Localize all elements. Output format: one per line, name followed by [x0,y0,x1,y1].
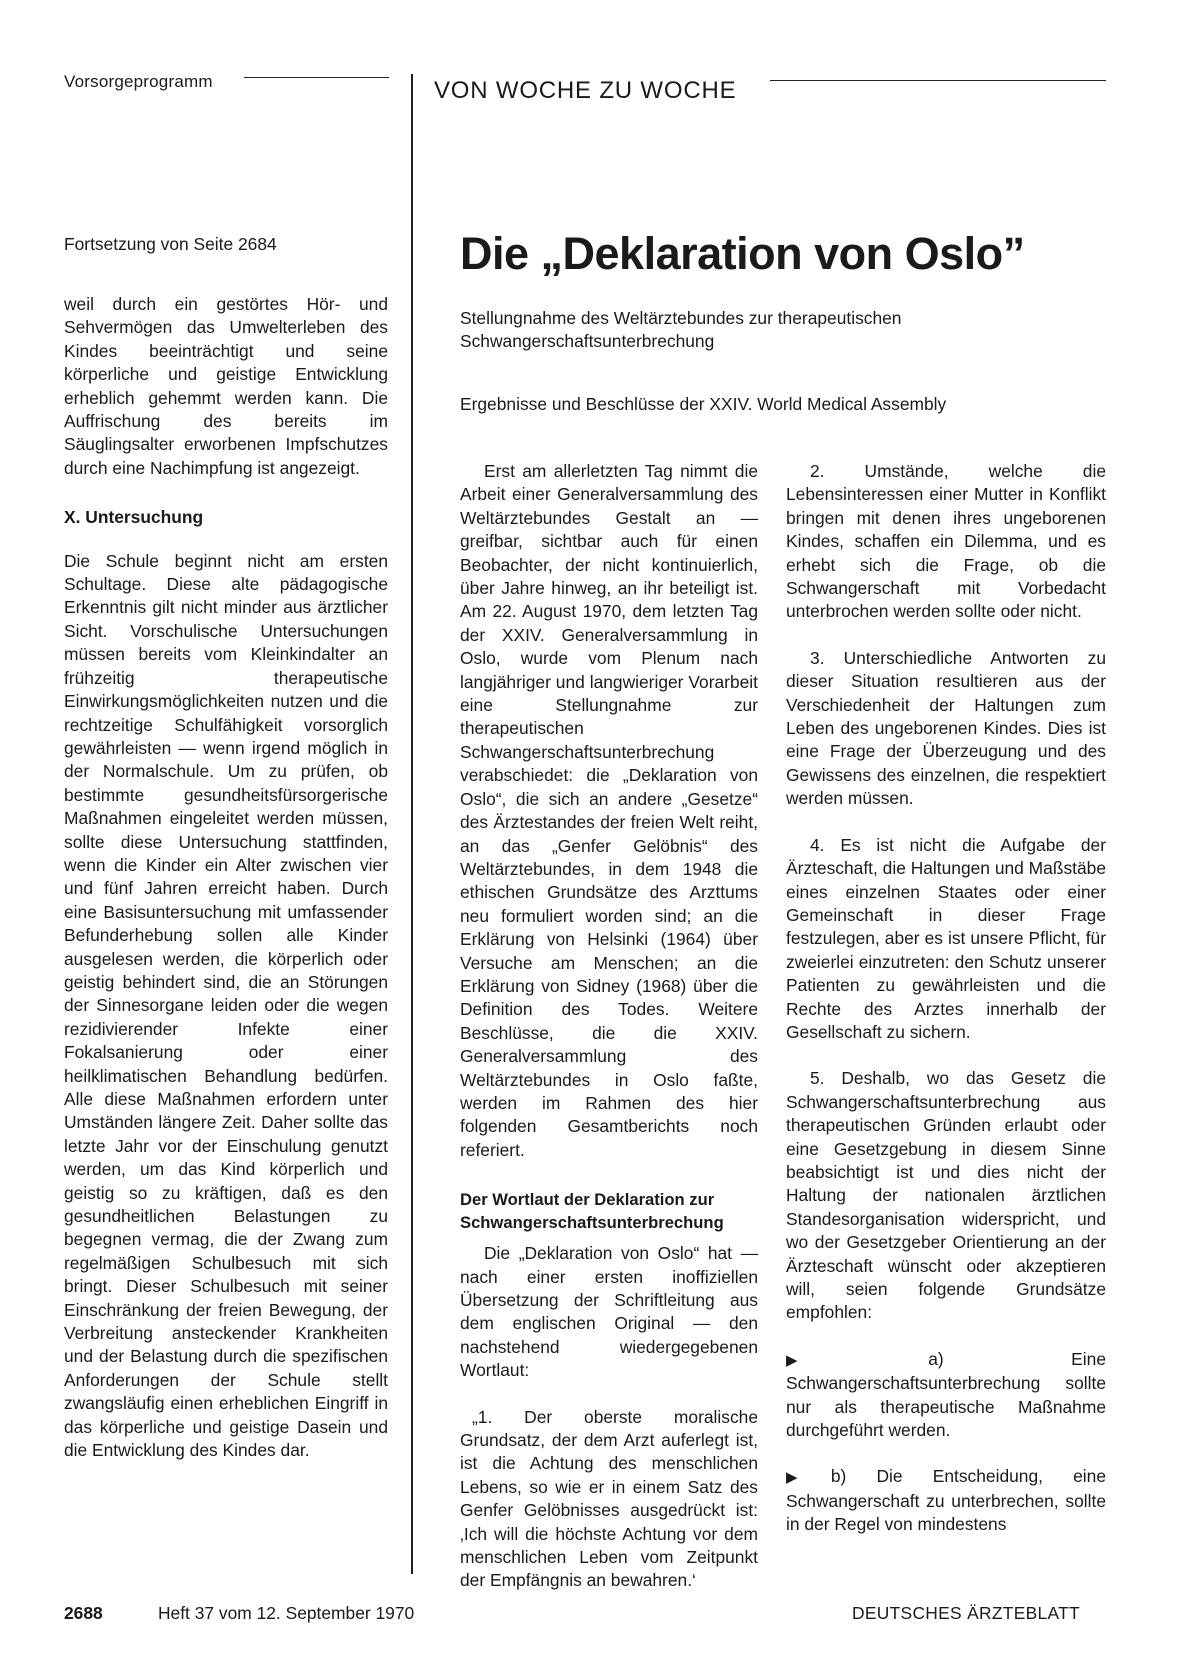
mid-paragraph-3: „1. Der oberste moralische Grundsatz, der dem Arzt auferlegt ist, ist die Achtung des menschlichen Lebens, so wie er in einem Satz des Genfer Gelöbnisses ausgedrückt ist: ‚Ich will die höchste Achtung vor dem menschlichen Leben vom Zeitpunkt der Empfängnis an bewahren.‘ [460,1406,758,1591]
mid-paragraph-1: Erst am allerletzten Tag nimmt die Arbeit einer Generalversammlung des Weltärztebundes Gestalt an — greifbar, sichtbar auch für einen Beobachter, der nicht kontinuierlich, über Jahre hinweg, an ihr beteiligt ist. Am 22. August 1970, dem letzten Tag der XXIV. Generalversammlung in Oslo, wurde vom Plenum nach langjähriger und langwieriger Vorarbeit eine Stellungnahme zur therapeutischen Schwangerschaftsunterbrechung verabschiedet: die „Deklaration von Oslo“, die sich an andere „Gesetze“ des Ärztestandes der freien Welt reiht, an das „Genfer Gelöbnis“ des Weltärztebundes, in dem 1948 die ethischen Grundsätze des Arzttums neu formuliert worden sind; an die Erklärung von Helsinki (1964) über Versuche am Menschen; an die Erklärung von Sidney (1968) über die Definition des Todes. Weitere Beschlüsse, die die XXIV. Generalversammlung des Weltärztebundes in Oslo faßte, werden im Rahmen des hier folgenden Gesamtberichts noch referiert. [460,461,758,1160]
left-column [64,293,388,1463]
play-triangle-icon: ▶ [786,1351,921,1369]
page-number: 2688 [64,1603,103,1623]
right-paragraph-3: 3. Unterschiedliche Antworten zu dieser Situation resultieren aus der Verschiedenheit der Haltungen zum Leben des ungeborenen Kindes. Dies ist eine Frage der Überzeugung und des Gewissens des einzelnen, die respektiert werden müssen. [786,647,1106,809]
article-title: Die „Deklaration von Oslo” [460,228,1025,279]
mid-paragraph-2: Die „Deklaration von Oslo“ hat — nach einer ersten inoffiziellen Übersetzung der Schriftleitung aus dem englischen Original — den nachstehend wiedergegebenen Wortlaut: [460,1243,758,1381]
article-subtitle: Stellungnahme des Weltärztebundes zur therapeutischen Schwangerschaftsunterbrechung [460,308,902,351]
right-paragraph-4: 4. Es ist nicht die Aufgabe der Ärzteschaft, die Haltungen und Maßstäbe eines einzelnen Staates oder einer Gemeinschaft in dieser Frage festzulegen, aber es ist unsere Pflicht, für zweierlei einzutreten: den Schutz unserer Patienten zu gewährleisten und die Rechte des Arztes innerhalb der Gesellschaft zu sichern. [786,834,1106,1042]
bullet-a-text: a) Eine Schwangerschaftsunterbrechung sollte nur als therapeutische Maßnahme durchgeführt werden. [786,1348,1106,1441]
right-paragraph-2: 2. Umstände, welche die Lebensinteressen einer Mutter in Konflikt bringen mit denen ihres ungeborenen Kindes, schaffen ein Dilemma, und es erhebt sich die Frage, ob die Schwangerschaft mit Vorbedacht unterbrochen werden sollte oder nicht. [786,461,1106,622]
issue-info: Heft 37 vom 12. September 1970 [158,1603,415,1623]
left-paragraph-2: Die Schule beginnt nicht am ersten Schultage. Diese alte pädagogische Erkenntnis gilt nicht minder aus ärztlicher Sicht. Vorschulische Untersuchungen müssen bereits vom Kleinkindalter an frühzeitig therapeutische Einwirkungsmöglichkeiten nutzen und die rechtzeitige Schulfähigkeit vorsorglich gewährleisten — wenn irgend möglich in der Normalschule. Um zu prüfen, ob bestimmte gesundheitsfürsorgerische Maßnahmen eingeleitet werden müssen, sollte diese Untersuchung stattfinden, wenn die Kinder ein Alter zwischen vier und fünf Jahren erreicht haben. Durch eine Basisuntersuchung mit umfassender Befunderhebung sollen alle Kinder ausgelesen werden, die körperlich oder geistig behindert sind, die an Störungen der Sinnesorgane leiden oder die wegen rezidivierender Infekte einer Fokalsanierung oder einer heilklimatischen Behandlung bedürfen. Alle diese Maßnahmen erfordern unter Umständen längere Zeit. Daher sollte das letzte Jahr vor der Einschulung genutzt werden, um das Kind körperlich und geistig so zu kräftigen, daß es den gesundheitlichen Belastungen zu begegnen vermag, die der Zwang zum regelmäßigen Schulbesuch mit sich bringt. Dieser Schulbesuch mit seiner Einschränkung der freien Bewegung, der Verbreitung ansteckender Krankheiten und der Belastung durch die spezifischen Anforderungen der Schule stellt zwangsläufig einen erheblichen Eingriff in das körperliche und geistige Dasein und die Entwicklung des Kindes dar. [64,550,388,1461]
right-column [786,460,1106,1537]
bullet-item-b [786,1465,1106,1536]
column-divider [411,74,413,1574]
play-triangle-icon: ▶ [786,1469,823,1487]
bullet-item-a [786,1348,1106,1443]
section-heading: VON WOCHE ZU WOCHE [434,77,737,104]
middle-column [460,460,758,1593]
header-rule-right [770,80,1106,81]
section-label: Vorsorgeprogramm [64,72,213,91]
publication-name: DEUTSCHES ÄRZTEBLATT [852,1603,1080,1623]
header-rule-left [244,77,389,78]
bullet-b-text: b) Die Entscheidung, eine Schwangerschaft zu unterbrechen, sollte in der Regel von mindestens [786,1466,1106,1535]
subheading-untersuchung: X. Untersuchung [64,507,204,528]
article-byline: Ergebnisse und Beschlüsse der XXIV. World Medical Assembly [460,394,947,414]
subheading-wortlaut: Der Wortlaut der Deklaration zur Schwangerschaftsunterbrechung [460,1190,724,1233]
left-paragraph-1: weil durch ein gestörtes Hör- und Sehvermögen das Umwelterleben des Kindes beeinträchtigt und seine körperliche und geistige Entwicklung erheblich gehemmt werden kann. Die Auffrischung des bereits im Säuglingsalter erworbenen Impfschutzes durch eine Nachimpfung ist angezeigt. [64,294,388,478]
continuation-note: Fortsetzung von Seite 2684 [64,234,277,254]
right-paragraph-5: 5. Deshalb, wo das Gesetz die Schwangerschaftsunterbrechung aus therapeutischen Gründen erlaubt oder eine Gesetzgebung in diesem Sinne beabsichtigt ist und dies nicht der Haltung der nationalen ärztlichen Standesorganisation widerspricht, und wo der Gesetzgeber Orientierung an der Ärzteschaft wünscht oder akzeptieren will, seien folgende Grundsätze empfohlen: [786,1068,1106,1323]
